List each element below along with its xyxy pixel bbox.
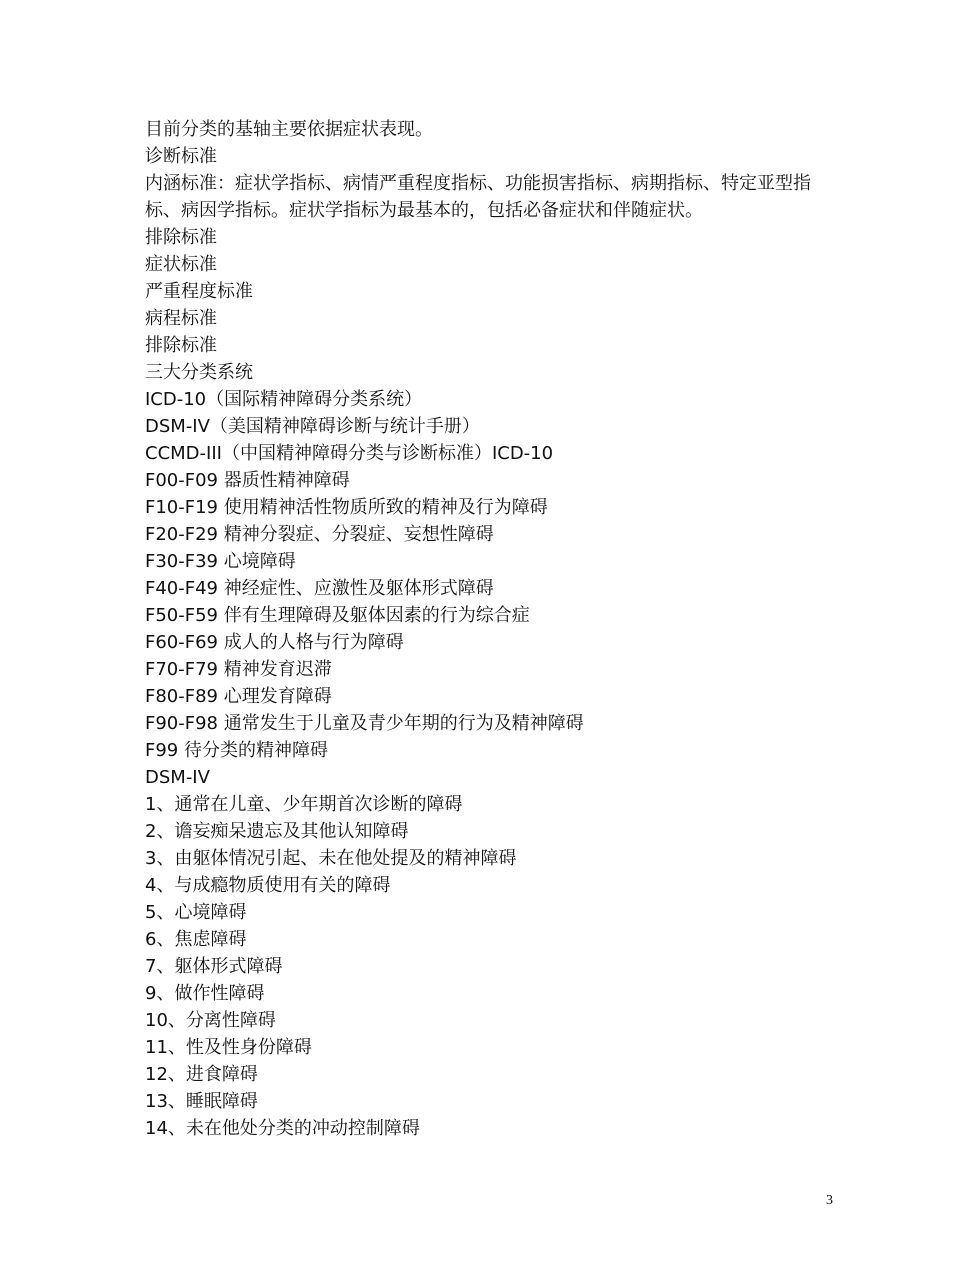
- list-item: 5、心境障碍: [145, 902, 247, 923]
- section-heading: 三大分类系统: [145, 362, 253, 383]
- text-line: 症状标准: [145, 254, 217, 275]
- list-item: 9、做作性障碍: [145, 983, 265, 1004]
- list-item: F80-F89 心理发育障碍: [145, 686, 332, 707]
- list-item: 2、谵妄痴呆遗忘及其他认知障碍: [145, 821, 409, 842]
- list-item: 14、未在他处分类的冲动控制障碍: [145, 1118, 420, 1139]
- page-number: 3: [826, 1193, 833, 1208]
- list-item: F70-F79 精神发育迟滞: [145, 659, 332, 680]
- list-item: 7、躯体形式障碍: [145, 956, 283, 977]
- section-heading: 诊断标准: [145, 146, 217, 167]
- list-item: F90-F98 通常发生于儿童及青少年期的行为及精神障碍: [145, 713, 584, 734]
- list-item: F60-F69 成人的人格与行为障碍: [145, 632, 404, 653]
- list-item: 3、由躯体情况引起、未在他处提及的精神障碍: [145, 848, 517, 869]
- list-item: F50-F59 伴有生理障碍及躯体因素的行为综合症: [145, 605, 530, 626]
- section-heading: DSM-IV: [145, 767, 210, 788]
- list-item: 1、通常在儿童、少年期首次诊断的障碍: [145, 794, 463, 815]
- list-item: F20-F29 精神分裂症、分裂症、妄想性障碍: [145, 524, 494, 545]
- list-item: CCMD-III（中国精神障碍分类与诊断标准）ICD-10: [145, 443, 554, 464]
- list-item: F30-F39 心境障碍: [145, 551, 296, 572]
- list-item: 12、进食障碍: [145, 1064, 258, 1085]
- list-item: F10-F19 使用精神活性物质所致的精神及行为障碍: [145, 497, 548, 518]
- list-item: F99 待分类的精神障碍: [145, 740, 328, 761]
- text-line: 目前分类的基轴主要依据症状表现。: [145, 119, 433, 140]
- list-item: 10、分离性障碍: [145, 1010, 276, 1031]
- list-item: 13、睡眠障碍: [145, 1091, 258, 1112]
- list-item: F00-F09 器质性精神障碍: [145, 470, 350, 491]
- list-item: 11、性及性身份障碍: [145, 1037, 312, 1058]
- text-line: 排除标准: [145, 335, 217, 356]
- text-line: 严重程度标准: [145, 281, 253, 302]
- document-body: [145, 116, 845, 1142]
- list-item: F40-F49 神经症性、应激性及躯体形式障碍: [145, 578, 494, 599]
- text-paragraph: 内涵标准：症状学指标、病情严重程度指标、功能损害指标、病期指标、特定亚型指标、病因学指标。症状学指标为最基本的，包括必备症状和伴随症状。: [145, 173, 811, 221]
- list-item: 4、与成瘾物质使用有关的障碍: [145, 875, 391, 896]
- list-item: DSM-IV（美国精神障碍诊断与统计手册）: [145, 416, 480, 437]
- list-item: 6、焦虑障碍: [145, 929, 247, 950]
- text-line: 病程标准: [145, 308, 217, 329]
- list-item: ICD-10（国际精神障碍分类系统）: [145, 389, 423, 410]
- text-line: 排除标准: [145, 227, 217, 248]
